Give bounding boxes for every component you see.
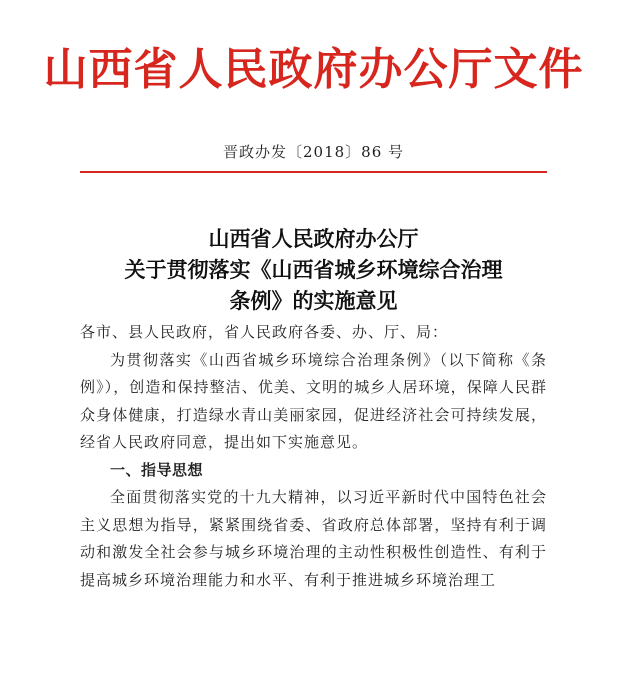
document-title xyxy=(0,223,627,316)
salutation: 各市、县人民政府，省人民政府各委、办、厅、局： xyxy=(80,323,449,341)
section-paragraph: 全面贯彻落实党的十九大精神，以习近平新时代中国特色社会主义思想为指导，紧紧围绕省委、省政府总体部署，坚持有利于调动和激发全社会参与城乡环境治理的主动性积极性创造性、有利于提高城乡环境治理能力和水平、有利于推进城乡环境治理工 xyxy=(80,488,547,589)
title-line-1: 山西省人民政府办公厅 xyxy=(208,226,419,251)
masthead-divider xyxy=(80,171,547,173)
section-heading: 一、指导思想 xyxy=(110,460,204,479)
document-masthead: 山西省人民政府办公厅文件 xyxy=(43,44,584,95)
title-line-3: 条例》的实施意见 xyxy=(229,288,398,313)
document-number: 晋政办发〔2018〕86 号 xyxy=(222,143,405,161)
title-line-2: 关于贯彻落实《山西省城乡环境综合治理 xyxy=(124,257,503,282)
document-body xyxy=(80,319,547,594)
intro-paragraph: 为贯彻落实《山西省城乡环境综合治理条例》（以下简称《条例》），创造和保持整洁、优美、文明的城乡人居环境，保障人民群众身体健康，打造绿水青山美丽家园，促进经济社会可持续发展，经省人民政府同意，提出如下实施意见。 xyxy=(80,350,547,451)
